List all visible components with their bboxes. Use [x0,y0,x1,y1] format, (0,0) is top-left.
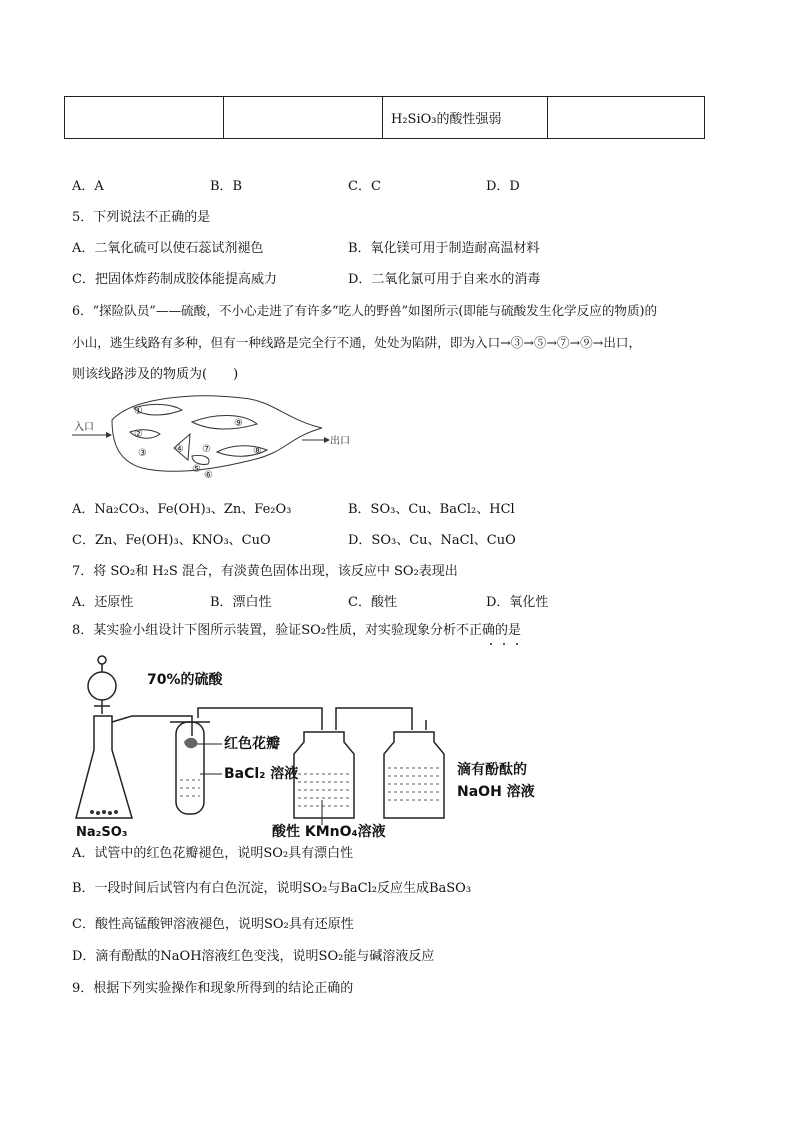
test-tube [176,722,204,814]
table-cell [65,97,224,139]
region-9 [192,416,257,430]
q5-option-b: B．氧化镁可用于制造耐高温材料 [348,241,540,256]
petal-label: 红色花瓣 [224,736,280,752]
q8-option-c: C．酸性高锰酸钾溶液褪色，说明SO₂具有还原性 [72,917,354,932]
q8-stem: 8．某实验小组设计下图所示装置，验证SO₂性质，对实验现象分析不正确的是 [72,623,522,638]
q7-option-b: B．漂白性 [210,595,272,610]
q5-stem: 5．下列说法不正确的是 [72,210,211,225]
emphasis-dot [490,643,492,645]
table-row [65,97,705,139]
maze-number-8: ⑧ [253,446,262,457]
q4-option-d: D．D [486,179,520,194]
maze-diagram [72,390,350,481]
naoh-gas-bottle [384,732,444,818]
q4-option-c: C．C [348,179,381,194]
conical-flask [76,716,132,818]
maze-exit-label: 出口 [330,436,350,447]
maze-number-4: ④ [175,444,184,455]
q6-option-a: A．Na₂CO₃、Fe(OH)₃、Zn、Fe₂O₃ [72,502,292,517]
q6-stem-line1: 6．“探险队员”——硫酸，不小心走进了有许多“吃人的野兽”如图所示(即能与硫酸发生化学反应的物质)的 [72,303,658,318]
table-cell [224,97,383,139]
q7-option-c: C．酸性 [348,595,397,610]
comparison-table [64,96,705,139]
q8-option-b: B．一段时间后试管内有白色沉淀，说明SO₂与BaCl₂反应生成BaSO₃ [72,881,472,896]
emphasis-dot [516,643,518,645]
mountain-outline [112,396,322,471]
table-cell: H₂SiO₃的酸性强弱 [383,97,548,139]
q5-option-a: A．二氧化硫可以使石蕊试剂褪色 [72,241,264,256]
maze-number-3: ③ [138,448,147,459]
flask-label: Na₂SO₃ [76,825,128,840]
naoh-label-line2: NaOH 溶液 [457,784,535,800]
q7-option-d: D．氧化性 [486,595,549,610]
q5-option-d: D．二氧化氯可用于自来水的消毒 [348,272,541,287]
q6-stem-line3: 则该线路涉及的物质为( ) [72,367,239,382]
kmno4-label: 酸性 KMnO₄溶液 [272,824,386,840]
q6-stem-line2: 小山，逃生线路有多种，但有一种线路是完全行不通，处处为陷阱，即为入口→③→⑤→⑦→⑨→出口， [72,335,642,350]
bacl2-label: BaCl₂ 溶液 [224,766,299,782]
q8-option-a: A．试管中的红色花瓣褪色，说明SO₂具有漂白性 [72,846,354,861]
maze-number-2: ② [134,429,143,440]
red-petal [184,738,198,749]
acid-label: 70%的硫酸 [147,672,223,688]
maze-number-6: ⑥ [204,470,213,481]
q4-option-a: A．A [72,179,104,194]
emphasis-dot [503,643,505,645]
maze-number-5: ⑤ [192,464,201,475]
q5-option-c: C．把固体炸药制成胶体能提高威力 [72,272,277,287]
q7-stem: 7．将 SO₂和 H₂S 混合，有淡黄色固体出现，该反应中 SO₂表现出 [72,564,458,579]
maze-number-1: ① [134,406,143,417]
q9-stem: 9．根据下列实验操作和现象所得到的结论正确的 [72,981,354,996]
table-cell [548,97,705,139]
so2-apparatus-diagram [72,650,552,838]
kmno4-gas-bottle [294,732,354,818]
q8-option-d: D．滴有酚酞的NaOH溶液红色变浅，说明SO₂能与碱溶液反应 [72,949,435,964]
q6-option-c: C．Zn、Fe(OH)₃、KNO₃、CuO [72,533,271,548]
q7-option-a: A．还原性 [72,595,134,610]
maze-number-9: ⑨ [234,418,243,429]
q6-option-d: D．SO₃、Cu、NaCl、CuO [348,533,516,548]
q6-option-b: B．SO₃、Cu、BaCl₂、HCl [348,502,515,517]
maze-number-7: ⑦ [202,444,211,455]
maze-entry-label: 入口 [74,422,94,433]
separatory-funnel [88,672,116,700]
funnel-stopper [98,656,106,664]
q4-option-b: B．B [210,179,243,194]
naoh-label-line1: 滴有酚酞的 [457,762,527,778]
